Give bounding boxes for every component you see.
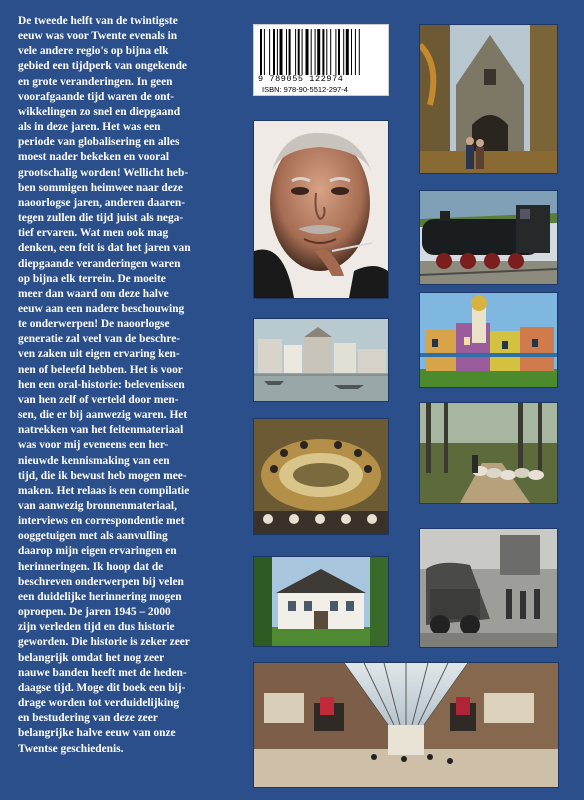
blurb-line: en bestudering van deze zeer (18, 712, 158, 725)
blurb-line: als in deze jaren. Het was een (18, 121, 161, 134)
white-villa-photo (253, 556, 389, 647)
barcode-bar (317, 29, 320, 75)
blurb-line: moest nader bekeken en vooral (18, 151, 170, 164)
blurb-line: voorafgaande tijd waren de ont- (18, 90, 175, 103)
blurb-line: op bijna elk terrein. De moeite (18, 272, 166, 285)
barcode-bar (322, 29, 324, 75)
barcode-bar (273, 29, 275, 75)
blurb-line: eeuw was voor Twente evenals in (18, 30, 178, 43)
sheep-flock-photo (419, 402, 558, 504)
blurb-line: De tweede helft van de twintigste (18, 15, 178, 27)
barcode-bar (338, 29, 340, 75)
barcode-bar (295, 29, 296, 75)
barcode-bar (326, 29, 327, 75)
barcode-bar (280, 29, 283, 75)
blurb-line: meer dan waard om deze halve (18, 287, 169, 300)
blurb-line: hen een oral-historie: belevenissen (18, 378, 185, 391)
barcode-bar (269, 29, 270, 75)
blurb-line: zijn verleden tijd en dus historie (18, 621, 175, 634)
blurb-line: nen of beleefd hebben. Het is voor (18, 363, 183, 376)
blurb-line: nieuwde kennismaking van een (18, 454, 170, 467)
barcode-bar (277, 29, 278, 75)
blurb-line: beschreven onderwerpen bij velen (18, 575, 184, 588)
blurb-line: van aanwezig bronnenmateriaal, (18, 500, 177, 512)
author-portrait-photo (253, 120, 389, 299)
blurb-line: tegen zullen die tijd juist als nega- (18, 212, 184, 225)
blurb-line: eeuw aan een nadere beschouwing (18, 302, 185, 315)
barcode-label (253, 24, 389, 96)
blurb-line: oproepen. De jaren 1945 – 2000 (18, 606, 171, 619)
blurb-line: te onderwerpen! De naoorlogse (18, 318, 170, 331)
isbn-text: ISBN: 978-90-5512-297-4 (262, 85, 348, 94)
blurb-line: ben sommigen heimwee naar deze (18, 181, 183, 194)
blurb-line: ven zaken uit eigen ervaring ken- (18, 348, 180, 361)
barcode-bar (343, 29, 344, 75)
barcode-bar (306, 29, 309, 75)
blurb-line: denken, een feit is dat het jaren van (18, 242, 191, 255)
blurb-line: belangrijk omdat het nog zeer (18, 651, 165, 664)
blurb-line: vele andere regio's op bijna elk (18, 45, 169, 58)
blurb-line: nauwe banden heeft met de heden- (18, 666, 187, 679)
blurb-line: en grote veranderingen. In geen (18, 75, 173, 88)
blurb-line: daarop mijn eigen ervaringen en (18, 545, 177, 558)
blurb-line: belangrijke halve eeuw van onze (18, 727, 176, 740)
blurb-line: wikkelingen zo snel en diepgaand (18, 105, 181, 118)
blurb-line: sen, die er bij aanwezig waren. Het (18, 409, 188, 422)
barcode-bar (359, 29, 360, 75)
barcode-bar (264, 29, 265, 75)
chapel-photo (419, 24, 558, 174)
blurb-line: grootschalig worden! Wellicht heb- (18, 166, 189, 179)
blurb-line: ooggetuigen met als aanvulling (18, 530, 168, 543)
blurb-line: drage worden tot verduidelijking (18, 697, 180, 710)
blurb-line: was voor mij eveneens een her- (18, 439, 169, 452)
barcode-bar (289, 29, 291, 75)
barcode-bar (335, 29, 336, 75)
blurb-line: diepgaande veranderingen waren (18, 257, 181, 270)
blurb-line: tief ervaren. Wat men ook mag (18, 227, 169, 240)
barcode-bar (298, 29, 300, 75)
back-cover-blurb (18, 14, 246, 757)
blurb-line: natrekken van het feitenmateriaal (18, 424, 184, 437)
colorful-building-photo (419, 292, 558, 388)
blurb-line: naoorlogse jaren, anderen daaren- (18, 196, 186, 209)
barcode-bar (315, 29, 316, 75)
blurb-line: herinneringen. Ik hoop dat de (18, 560, 164, 573)
shopping-arcade-photo (253, 662, 559, 788)
barcode-digits: 9 789055 122974 (258, 74, 344, 84)
blurb-line: tijd, die ik bewust heb mogen mee- (18, 469, 187, 482)
blurb-line: daagse tijd. Moge dit boek een bij- (18, 681, 186, 694)
blurb-line: generatie zal veel van de beschre- (18, 333, 181, 346)
blurb-line: geworden. Die historie is zeker zeer (18, 636, 190, 649)
blurb-line: maken. Het relaas is een compilatie (18, 484, 190, 497)
barcode-bar (311, 29, 312, 75)
council-chamber-photo (253, 418, 389, 535)
barcode-bar (355, 29, 356, 75)
blurb-line: periode van globalisering en alles (18, 136, 180, 149)
blurb-line: een duidelijke herinnering mogen (18, 590, 182, 603)
blurb-line: Twentse geschiedenis. (18, 742, 124, 755)
locomotive-photo (419, 190, 558, 285)
barcode-bar (260, 29, 262, 75)
barcode-bar (286, 29, 287, 75)
blurb-line: van hen zelf of verteld door men- (18, 393, 179, 406)
barcode-bar (330, 29, 331, 75)
military-vehicle-photo (419, 528, 558, 648)
harbor-photo (253, 318, 389, 402)
barcode-bar (346, 29, 349, 75)
barcode-bar (351, 29, 352, 75)
barcode-bars (260, 29, 382, 75)
blurb-line: gebied een tijdperk van ongekende (18, 60, 187, 73)
barcode-bar (302, 29, 303, 75)
blurb-line: interviews en correspondentie met (18, 515, 185, 528)
